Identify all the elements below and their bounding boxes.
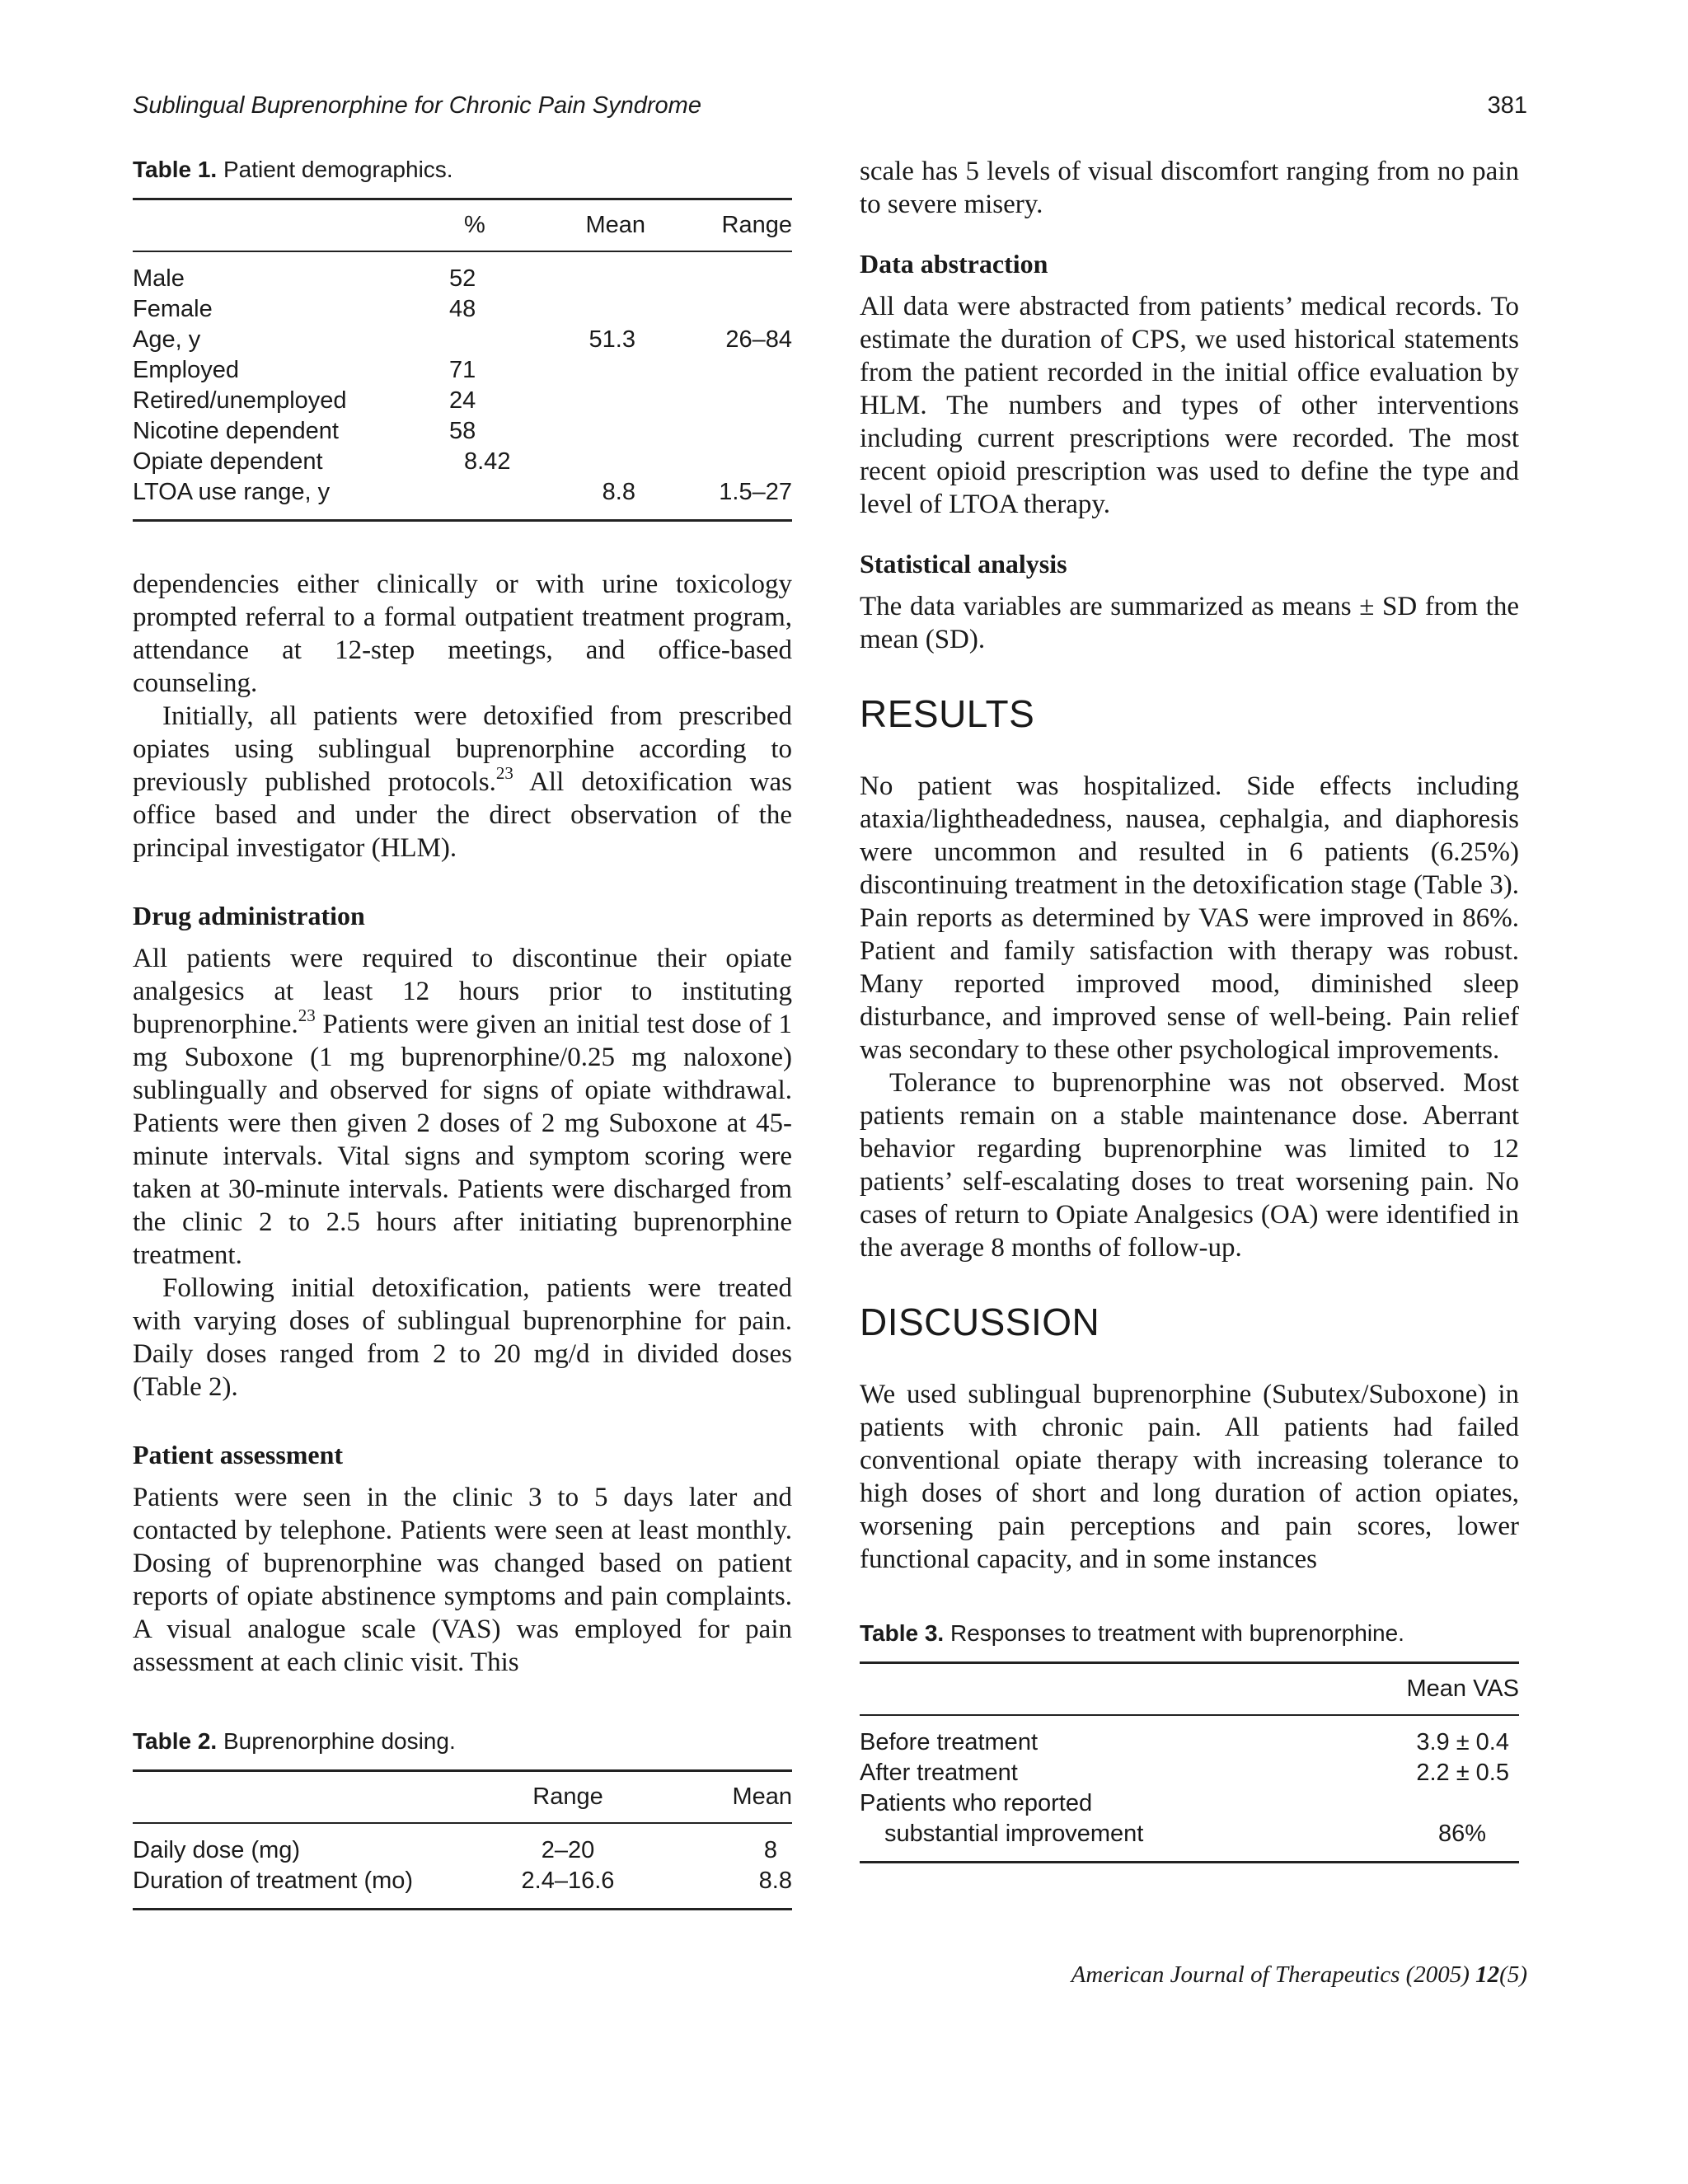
table2-dosing [133,1769,792,1910]
table-cell: 58 [449,418,476,444]
table-cell [449,477,535,521]
table-cell: 8.8 [660,1866,792,1910]
table1-header-label [133,199,449,252]
table-row [860,1758,1519,1788]
table-row [133,1823,792,1866]
footer-journal: American Journal of Therapeutics (2005) [1071,1961,1476,1988]
table-cell [654,416,792,447]
table3-responses [860,1661,1519,1863]
table-cell: Employed [133,357,239,383]
paragraph-results: No patient was hospitalized. Side effects including ataxia/lightheadedness, nausea, cephalgia, and diaphoresis were uncommon and resulted in 6 patients (6.25%) discontinuing treatment in the detoxification stage (Table 3). Pain reports as determined by VAS were improved in 86%. Patient and family satisfaction with therapy was robust. Many reported improved mood, diminished sleep disturbance, and improved sense of well-being. Pain relief was secondary to these other psychological improvements. [860,771,1519,1065]
paragraph-detoxification [133,700,792,865]
table-cell: 1.5–27 [654,477,792,521]
paragraph-statistical-analysis: The data variables are summarized as means ± SD from the mean (SD). [860,592,1519,654]
table3-header-mean-vas: Mean VAS [1321,1663,1519,1716]
table-row [133,386,792,416]
table-cell: 51.3 [588,326,635,353]
table-cell [535,416,654,447]
table-cell: Age, y [133,326,201,353]
table-cell: 8 [763,1837,777,1863]
table3-header-empty [860,1663,1321,1716]
running-head-title: Sublingual Buprenorphine for Chronic Pain Syndrome [133,92,701,119]
paragraph-vas-scale: scale has 5 levels of visual discomfort ranging from no pain to severe misery. [860,157,1519,219]
paragraph-detoxification-part2: All detoxification was office based and under the direct observation of the principal investigator (HLM). [133,767,792,863]
table-cell [535,355,654,386]
table1-demographics [133,198,792,522]
table-row [860,1715,1519,1758]
table-cell: 48 [449,296,476,322]
table-cell: Duration of treatment (mo) [133,1866,476,1910]
table-cell: Male [133,265,185,292]
paragraph-detoxification-part1: Initially, all patients were detoxified from prescribed opiates using sublingual buprenorphine according to previously published protocols. [133,701,792,797]
table-cell [535,251,654,294]
table-cell [654,355,792,386]
table1-caption [133,155,792,185]
table2-title: Buprenorphine dosing. [223,1728,456,1754]
table2-header-mean: Mean [660,1771,792,1824]
table-cell [654,447,792,477]
patient-assessment-heading: Patient assessment [133,1440,344,1469]
table-cell: 52 [449,265,476,292]
table3-caption [860,1619,1519,1648]
table2-label: Table 2. [133,1728,218,1754]
table-row [133,447,792,477]
table-cell [535,447,654,477]
table-cell: 24 [449,387,476,414]
table2-caption [133,1727,792,1756]
results-heading: RESULTS [860,692,1035,735]
footer-issue: (5) [1499,1961,1527,1988]
table-row [860,1788,1519,1819]
table-cell: Before treatment [860,1729,1038,1755]
paragraph-following-detox: Following initial detoxification, patients were treated with varying doses of sublingual buprenorphine for pain. Daily doses ranged from 2 to 20 mg/d in divided doses (Table 2). [133,1273,792,1402]
drug-administration-heading: Drug administration [133,901,365,930]
table-cell [535,294,654,325]
right-column [860,155,1519,1863]
table2-header-range: Range [476,1771,660,1824]
table-cell: Patients who reported [860,1790,1093,1816]
table-cell: 3.9 ± 0.4 [1416,1729,1509,1755]
table-cell [449,325,535,355]
citation-ref: 23 [495,763,513,783]
table3-header-row [860,1663,1519,1716]
running-head [133,92,1527,125]
paragraph-drug-administration-part2: Patients were given an initial test dose of 1 mg Suboxone (1 mg buprenorphine/0.25 mg naloxone) sublingually and observed for signs of opiate withdrawal. Patients were then given 2 doses of 2 mg Suboxone at 45-minute intervals. Vital signs and symptom scoring were taken at 30-minute intervals. Patients were discharged from the clinic 2 to 2.5 hours after initiating buprenorphine treatment. [133,1010,792,1270]
table-cell: substantial improvement [860,1819,1321,1863]
table1-header-percent: % [449,199,535,252]
table-cell [535,386,654,416]
table-cell: Opiate dependent [133,448,323,475]
table-row [133,251,792,294]
citation-ref: 23 [298,1005,316,1025]
table-cell: 2.2 ± 0.5 [1416,1760,1509,1786]
table-row [133,294,792,325]
table-cell [654,294,792,325]
table-cell: 8.8 [535,477,654,521]
table-row [133,355,792,386]
paragraph-dependencies: dependencies either clinically or with urine toxicology prompted referral to a formal outpatient treatment program, attendance at 12-step meetings, and office-based counseling. [133,569,792,698]
table-cell: After treatment [860,1760,1018,1786]
table-row [133,1866,792,1910]
paragraph-discussion: We used sublingual buprenorphine (Subutex/Suboxone) in patients with chronic pain. All patients had failed conventional opiate therapy with increasing tolerance to high doses of short and long duration of action opiates, worsening pain perceptions and pain scores, lower functional capacity, and in some instances [860,1380,1519,1574]
paragraph-data-abstraction: All data were abstracted from patients’ medical records. To estimate the duration of CPS, we used historical statements from the patient recorded in the initial office evaluation by HLM. The numbers and types of other interventions including current prescriptions were recorded. The most recent opioid prescription was used to define the type and level of LTOA therapy. [860,292,1519,519]
table1-header-row [133,199,792,252]
table-cell: Nicotine dependent [133,418,339,444]
table-cell: 71 [449,357,476,383]
table1-label: Table 1. [133,157,218,182]
table-cell: 2–20 [541,1837,595,1863]
table3-title: Responses to treatment with buprenorphine. [950,1620,1404,1646]
table-row [133,477,792,521]
table-cell [654,386,792,416]
table-cell [654,251,792,294]
table-cell: 26–84 [725,326,792,353]
table1-title: Patient demographics. [223,157,453,182]
journal-footer [1071,1961,1527,1989]
table-cell: 8.42 [464,448,511,475]
discussion-heading: DISCUSSION [860,1301,1100,1343]
table-cell: LTOA use range, y [133,477,449,521]
table1-header-mean: Mean [535,199,654,252]
data-abstraction-heading: Data abstraction [860,249,1048,279]
table2-header-row [133,1771,792,1824]
paragraph-drug-administration-part1: All patients were required to discontinue their opiate analgesics at least 12 hours prior to instituting buprenorphine. [133,944,792,1039]
table1-header-range: Range [654,199,792,252]
left-column [133,155,792,1910]
table-cell: Retired/unemployed [133,387,347,414]
statistical-analysis-heading: Statistical analysis [860,549,1067,579]
table-row [133,416,792,447]
paragraph-tolerance: Tolerance to buprenorphine was not observed. Most patients remain on a stable maintenance dose. Aberrant behavior regarding buprenorphine was limited to 12 patients’ self-escalating doses to treat worsening pain. No cases of return to Opiate Analgesics (OA) were identified in the average 8 months of follow-up. [860,1068,1519,1263]
footer-volume: 12 [1475,1961,1500,1988]
paragraph-patient-assessment: Patients were seen in the clinic 3 to 5 days later and contacted by telephone. Patients were seen at least monthly. Dosing of buprenorphine was changed based on patient reports of opiate abstinence symptoms and pain complaints. A visual analogue scale (VAS) was employed for pain assessment at each clinic visit. This [133,1483,792,1677]
table3-label: Table 3. [860,1620,945,1646]
table-cell: Daily dose (mg) [133,1837,301,1863]
page-number: 381 [1487,92,1527,119]
table-cell [1321,1788,1519,1819]
table-row [133,325,792,355]
paragraph-drug-administration [133,942,792,1272]
table-row [860,1819,1519,1863]
table2-header-label [133,1771,476,1824]
table-cell: Female [133,296,213,322]
table-cell: 2.4–16.6 [476,1866,660,1910]
table-cell: 86% [1321,1819,1519,1863]
